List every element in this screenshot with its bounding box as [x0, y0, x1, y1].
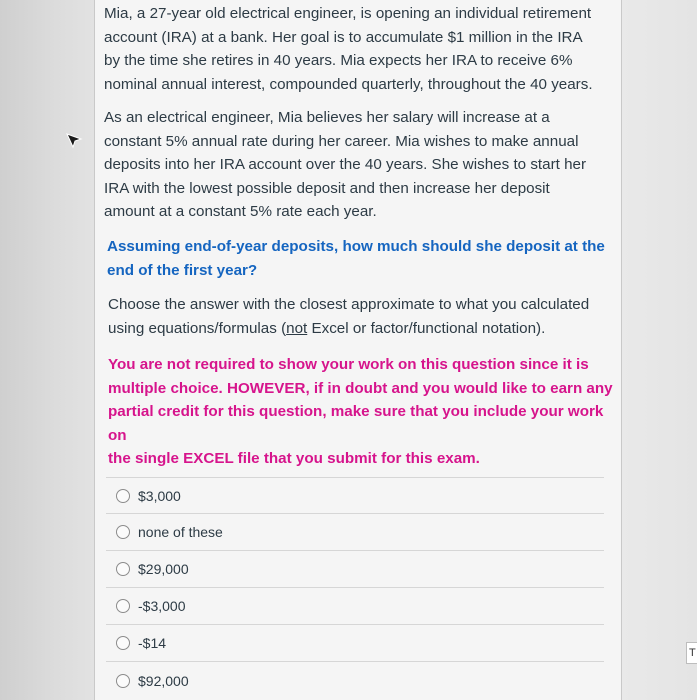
- right-margin: [622, 0, 697, 700]
- answer-option[interactable]: [106, 662, 604, 699]
- text-line: partial credit for this question, make sure that you include your work on: [108, 403, 604, 444]
- text-segment: Excel or factor/functional notation).: [307, 319, 546, 337]
- answer-label: -$3,000: [138, 598, 186, 614]
- text-segment: using equations/formulas (: [108, 319, 287, 337]
- question-paragraph-2: [104, 106, 612, 224]
- radio-button-icon[interactable]: [116, 489, 130, 503]
- text-line: deposits into her IRA account over the 40 years. She wishes to start her: [104, 156, 587, 173]
- answer-label: -$14: [138, 635, 167, 651]
- answer-option[interactable]: [106, 477, 604, 514]
- text-line: As an electrical engineer, Mia believes her salary will increase at a: [104, 109, 550, 126]
- underlined-text: not: [286, 319, 308, 337]
- text-line: end of the first year?: [107, 261, 258, 279]
- text-line: constant 5% annual rate during her career. Mia wishes to make annual: [104, 132, 579, 150]
- text-line: Choose the answer with the closest approximate to what you calculated: [108, 296, 590, 313]
- answer-option[interactable]: [106, 551, 604, 588]
- question-paragraph-1: [104, 2, 612, 96]
- radio-button-icon[interactable]: [116, 674, 130, 688]
- radio-button-icon[interactable]: [116, 636, 130, 650]
- answer-option[interactable]: [106, 588, 604, 625]
- left-margin: [0, 0, 94, 700]
- radio-button-icon[interactable]: [116, 525, 130, 539]
- answer-option[interactable]: [106, 625, 604, 662]
- text-line: Mia, a 27-year old electrical engineer, is opening an individual retirement: [104, 5, 592, 22]
- radio-button-icon[interactable]: [116, 562, 130, 576]
- answer-list: [106, 477, 604, 699]
- answer-label: $92,000: [138, 672, 189, 689]
- text-line: by the time she retires in 40 years. Mia expects her IRA to receive 6%: [104, 52, 573, 69]
- work-notice-paragraph: [108, 353, 616, 471]
- text-line: Assuming end-of-year deposits, how much should she deposit at the: [107, 238, 605, 255]
- answer-label: $3,000: [138, 487, 181, 504]
- text-line: [108, 317, 616, 341]
- mouse-pointer-icon: [64, 131, 84, 151]
- radio-button-icon[interactable]: [116, 599, 130, 613]
- answer-option[interactable]: [106, 514, 604, 551]
- text-line: multiple choice. HOWEVER, if in doubt and you would like to earn any: [108, 379, 613, 397]
- answer-label: none of these: [138, 524, 223, 540]
- text-line: IRA with the lowest possible deposit and then increase her deposit: [104, 179, 550, 197]
- instruction-paragraph: [108, 293, 616, 340]
- side-tab[interactable]: T: [686, 642, 697, 664]
- text-line: You are not required to show your work on this question since it is: [108, 356, 589, 373]
- question-prompt: [107, 235, 615, 282]
- text-line: the single EXCEL file that you submit for this exam.: [108, 450, 480, 467]
- text-line: amount at a constant 5% rate each year.: [104, 203, 377, 220]
- answer-label: $29,000: [138, 561, 189, 577]
- text-line: nominal annual interest, compounded quarterly, throughout the 40 years.: [104, 75, 593, 93]
- text-line: account (IRA) at a bank. Her goal is to accumulate $1 million in the IRA: [104, 28, 583, 46]
